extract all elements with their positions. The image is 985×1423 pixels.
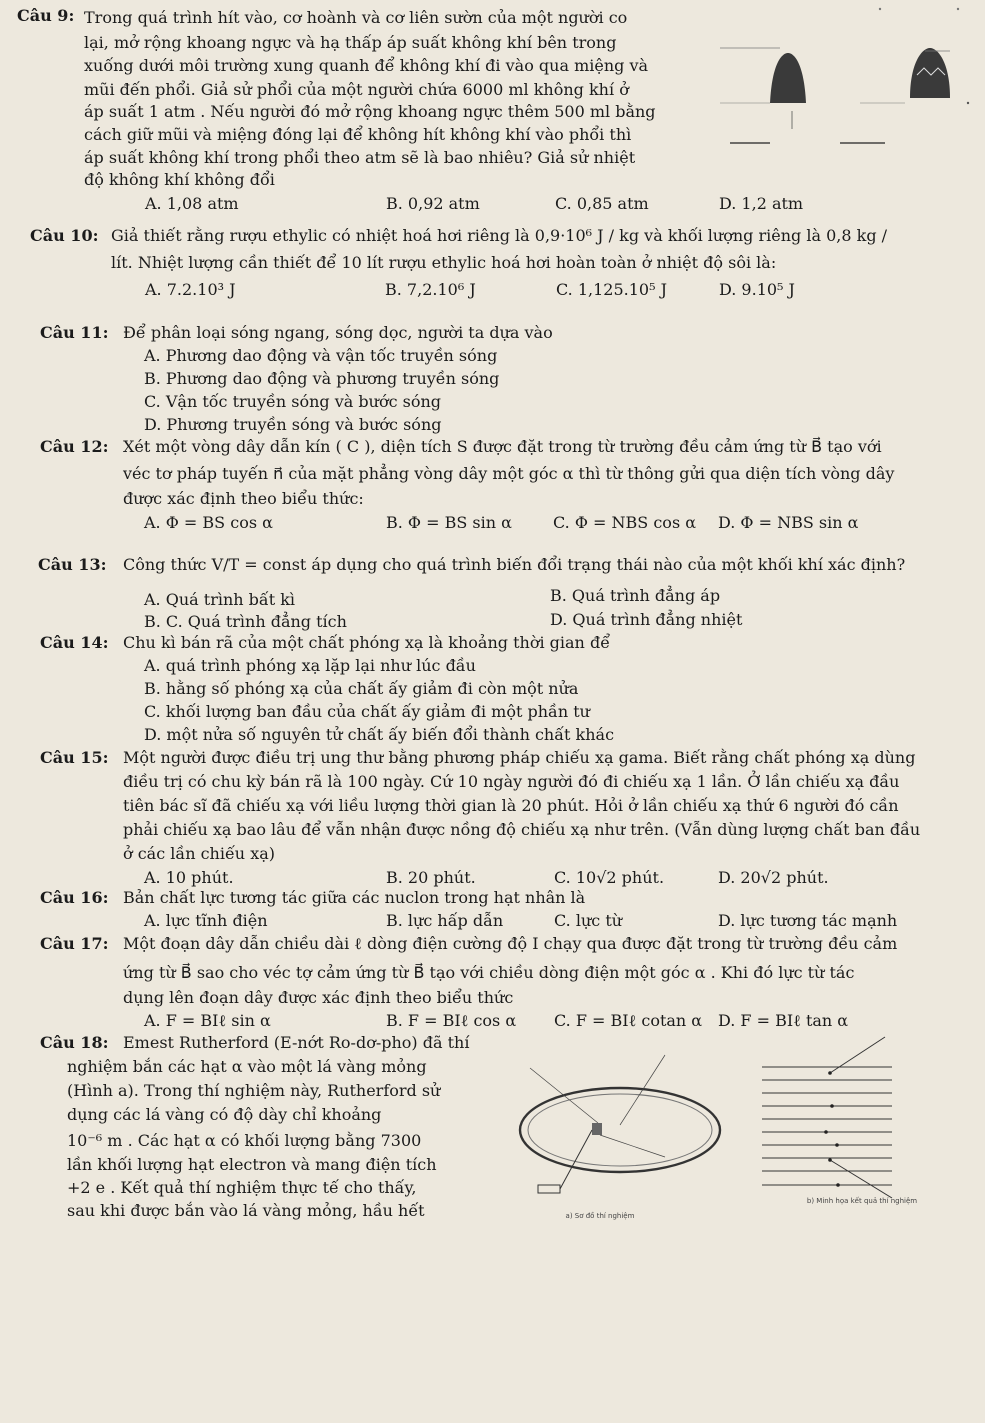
question-9-line-3: xuống dưới môi trường xung quanh để không khí đi vào qua miệng và — [84, 56, 649, 75]
question-15-line-2: điều trị có chu kỳ bán rã là 100 ngày. Cứ 10 ngày người đó đi chiếu xạ 1 lần. Ở lần chiếu xạ đầu — [123, 772, 900, 791]
question-17-line-1: Một đoạn dây dẫn chiều dài ℓ dòng điện cường độ I chạy qua được đặt trong từ trường đều cảm — [123, 934, 898, 953]
question-9-line-5: áp suất 1 atm . Nếu người đó mở rộng khoang ngực thêm 500 ml bằng — [84, 102, 656, 121]
question-14-option-a: A. quá trình phóng xạ lặp lại như lúc đầu — [144, 656, 476, 675]
question-10-option-b: B. 7,2.10⁶ J — [385, 280, 476, 299]
question-16-option-c: C. lực từ — [554, 911, 623, 930]
question-15-line-5: ở các lần chiếu xạ) — [123, 844, 275, 863]
question-18-line-6: lần khối lượng hạt electron và mang điện tích — [67, 1155, 437, 1174]
question-14-option-d: D. một nửa số nguyên tử chất ấy biến đổi thành chất khác — [144, 725, 615, 744]
question-12-option-a: A. Φ = BS cos α — [144, 513, 273, 532]
question-12-option-c: C. Φ = NBS cos α — [553, 513, 697, 532]
question-11-option-a: A. Phương dao động và vận tốc truyền sóng — [144, 346, 498, 365]
question-18-line-1: Emest Rutherford (E-nớt Ro-dơ-pho) đã thí — [123, 1033, 470, 1052]
question-14-number: Câu 14: — [40, 633, 109, 652]
question-10-option-a: A. 7.2.10³ J — [145, 280, 236, 299]
question-11-line-1: Để phân loại sóng ngang, sóng dọc, người ta dựa vào — [123, 323, 553, 342]
question-9-line-6: cách giữ mũi và miệng đóng lại để không hít không khí vào phổi thì — [84, 125, 632, 144]
question-18-line-7: +2 e . Kết quả thí nghiệm thực tế cho thấy, — [67, 1178, 417, 1197]
question-10-option-d: D. 9.10⁵ J — [719, 280, 795, 299]
question-18-line-5: 10⁻⁶ m . Các hạt α có khối lượng bằng 7300 — [67, 1131, 422, 1150]
question-16-option-b: B. lực hấp dẫn — [386, 911, 504, 930]
question-9-line-7: áp suất không khí trong phổi theo atm sẽ là bao nhiêu? Giả sử nhiệt — [84, 148, 636, 167]
question-16-line-1: Bản chất lực tương tác giữa các nuclon trong hạt nhân là — [123, 888, 586, 907]
question-17-line-3: dụng lên đoạn dây được xác định theo biểu thức — [123, 988, 514, 1007]
breathing-diagram — [710, 3, 980, 188]
question-13-option-d: D. Quá trình đẳng nhiệt — [550, 610, 743, 629]
question-14-option-c: C. khối lượng ban đầu của chất ấy giảm đi một phần tư — [144, 702, 590, 721]
question-16-number: Câu 16: — [40, 888, 109, 907]
question-17-option-c: C. F = BIℓ cotan α — [554, 1011, 703, 1030]
figure-b-caption: b) Minh họa kết quả thí nghiệm — [806, 1197, 918, 1205]
question-17-line-2: ứng từ B⃗ sao cho véc tợ cảm ứng từ B⃗ tạo với chiều dòng điện một góc α . Khi đó lực từ tác — [123, 963, 855, 982]
question-18-line-4: dụng các lá vàng có độ dày chỉ khoảng — [67, 1105, 382, 1124]
question-18-line-8: sau khi được bắn vào lá vàng mỏng, hầu hết — [67, 1201, 425, 1220]
question-15-option-a: A. 10 phút. — [144, 868, 234, 887]
question-11-option-b: B. Phương dao động và phương truyền sóng — [144, 369, 500, 388]
question-9-line-2: lại, mở rộng khoang ngực và hạ thấp áp suất không khí bên trong — [84, 33, 617, 52]
question-9-option-d: D. 1,2 atm — [719, 194, 804, 213]
question-14-line-1: Chu kì bán rã của một chất phóng xạ là khoảng thời gian để — [123, 633, 611, 652]
question-17-number: Câu 17: — [40, 934, 109, 953]
breathing-diagram-drawing — [710, 3, 980, 188]
question-10-line-1: Giả thiết rằng rượu ethylic có nhiệt hoá hơi riêng là 0,9·10⁶ J / kg và khối lượng riêng là 0,8 kg / — [111, 226, 888, 245]
question-9-number: Câu 9: — [17, 6, 75, 25]
question-17-option-b: B. F = BIℓ cos α — [386, 1011, 517, 1030]
question-9-option-a: A. 1,08 atm — [145, 194, 239, 213]
question-17-option-a: A. F = BIℓ sin α — [144, 1011, 271, 1030]
question-15-number: Câu 15: — [40, 748, 109, 767]
question-15-option-c: C. 10√2 phút. — [554, 868, 665, 887]
question-13-option-b: B. Quá trình đẳng áp — [550, 586, 721, 605]
figure-a-caption: a) Sơ đồ thí nghiệm — [565, 1212, 635, 1220]
question-13-number: Câu 13: — [38, 555, 107, 574]
question-10-line-2: lít. Nhiệt lượng cần thiết để 10 lít rượu ethylic hoá hơi hoàn toàn ở nhiệt độ sôi là: — [111, 253, 777, 272]
question-10-number: Câu 10: — [30, 226, 99, 245]
question-15-line-4: phải chiếu xạ bao lâu để vẫn nhận được nồng độ chiếu xạ như trên. (Vẫn dùng lượng chất ban đầu — [123, 820, 921, 839]
question-15-line-3: tiên bác sĩ đã chiếu xạ với liều lượng thời gian là 20 phút. Hỏi ở lần chiếu xạ thứ 6 người đó cần — [123, 796, 899, 815]
question-13-line-1: Công thức V/T = const áp dụng cho quá trình biến đổi trạng thái nào của một khối khí xác định? — [123, 555, 906, 574]
question-12-option-d: D. Φ = NBS sin α — [718, 513, 859, 532]
question-15-line-1: Một người được điều trị ung thư bằng phương pháp chiếu xạ gama. Biết rằng chất phóng xạ dùng — [123, 748, 916, 767]
rutherford-drawing — [500, 1035, 980, 1225]
rutherford-experiment-figure — [500, 1035, 980, 1225]
question-11-number: Câu 11: — [40, 323, 109, 342]
question-9-line-1: Trong quá trình hít vào, cơ hoành và cơ liên sườn của một người co — [84, 8, 628, 27]
question-16-option-a: A. lực tĩnh điện — [144, 911, 268, 930]
question-10-option-c: C. 1,125.10⁵ J — [556, 280, 668, 299]
question-17-option-d: D. F = BIℓ tan α — [718, 1011, 849, 1030]
question-11-option-c: C. Vận tốc truyền sóng và bước sóng — [144, 392, 442, 411]
question-15-option-d: D. 20√2 phút. — [718, 868, 829, 887]
question-12-line-2: véc tơ pháp tuyến n⃗ của mặt phẳng vòng dây một góc α thì từ thông gửi qua diện tích vòng dây — [123, 464, 895, 483]
question-14-option-b: B. hằng số phóng xạ của chất ấy giảm đi còn một nửa — [144, 679, 579, 698]
question-15-option-b: B. 20 phút. — [386, 868, 476, 887]
question-18-line-2: nghiệm bắn các hạt α vào một lá vàng mỏng — [67, 1057, 427, 1076]
question-13-option-a: A. Quá trình bất kì — [144, 590, 296, 609]
question-16-option-d: D. lực tương tác mạnh — [718, 911, 898, 930]
question-13-option-c: B. C. Quá trình đẳng tích — [144, 612, 347, 631]
question-18-line-3: (Hình a). Trong thí nghiệm này, Rutherford sử — [67, 1081, 441, 1100]
question-11-option-d: D. Phương truyền sóng và bước sóng — [144, 415, 442, 434]
question-12-line-1: Xét một vòng dây dẫn kín ( C ), diện tích S được đặt trong từ trường đều cảm ứng từ B⃗ tạo với — [123, 437, 882, 456]
question-9-option-b: B. 0,92 atm — [386, 194, 480, 213]
question-18-number: Câu 18: — [40, 1033, 109, 1052]
question-12-option-b: B. Φ = BS sin α — [386, 513, 512, 532]
question-12-number: Câu 12: — [40, 437, 109, 456]
question-9-option-c: C. 0,85 atm — [555, 194, 649, 213]
question-12-line-3: được xác định theo biểu thức: — [123, 489, 364, 508]
question-9-line-8: độ không khí không đổi — [84, 170, 275, 189]
question-9-line-4: mũi đến phổi. Giả sử phổi của một người chứa 6000 ml không khí ở — [84, 80, 629, 99]
